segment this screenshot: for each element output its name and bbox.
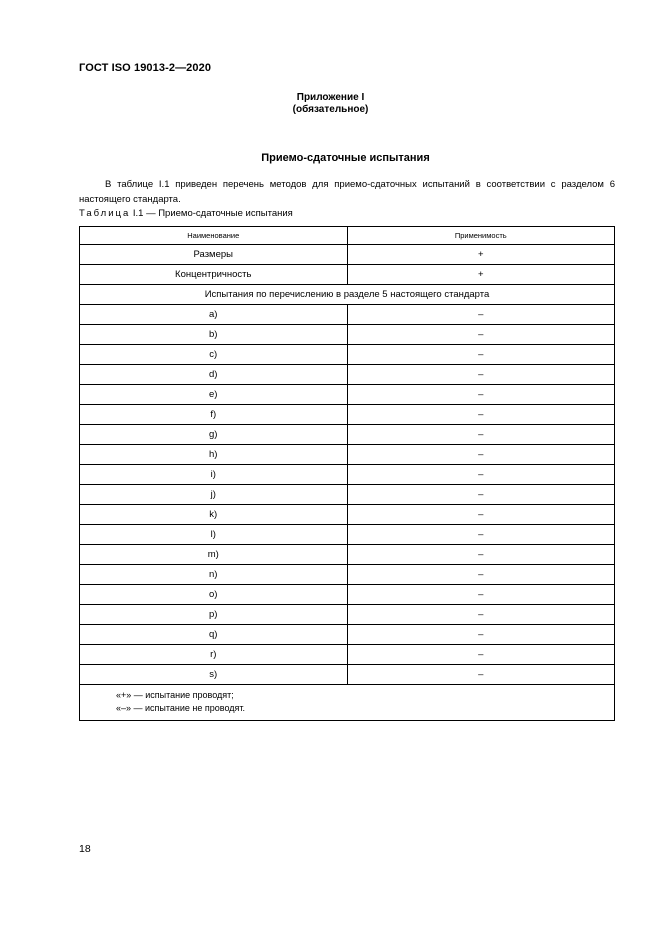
row-value: – [347, 405, 615, 425]
row-value: – [347, 345, 615, 365]
annex-title: Приложение I [296, 92, 365, 103]
row-name: a) [80, 305, 348, 325]
section-title: Приемо-сдаточные испытания [261, 152, 430, 164]
table-row [80, 585, 615, 605]
row-value: + [347, 265, 615, 285]
row-value: – [347, 605, 615, 625]
row-name: q) [80, 625, 348, 645]
row-value: + [347, 245, 615, 265]
row-value: – [347, 305, 615, 325]
row-value: – [347, 585, 615, 605]
row-name: g) [80, 425, 348, 445]
row-name: f) [80, 405, 348, 425]
row-value: – [347, 505, 615, 525]
table-row [80, 345, 615, 365]
row-name: c) [80, 345, 348, 365]
column-header-applicability: Применимость [347, 227, 615, 245]
row-name: j) [80, 485, 348, 505]
row-value: – [347, 465, 615, 485]
table-row [80, 405, 615, 425]
note-plus: «+» — испытание проводят; [116, 690, 234, 700]
annex-heading [0, 92, 661, 116]
table-row [80, 445, 615, 465]
row-value: – [347, 545, 615, 565]
row-name: e) [80, 385, 348, 405]
row-value: – [347, 425, 615, 445]
intro-text: В таблице I.1 приведен перечень методов для приемо-сдаточных испытаний в соответствии с разделом 6 настоящего стандарта. [79, 179, 615, 205]
row-name: Концентричность [80, 265, 348, 285]
row-value: – [347, 565, 615, 585]
table-row [80, 365, 615, 385]
table-row [80, 305, 615, 325]
column-header-name: Наименование [80, 227, 348, 245]
row-name: o) [80, 585, 348, 605]
table-caption-title: I.1 — Приемо-сдаточные испытания [130, 208, 293, 219]
table-row [80, 385, 615, 405]
row-value: – [347, 385, 615, 405]
table-row [80, 425, 615, 445]
intro-paragraph [79, 177, 615, 207]
table-caption [79, 208, 293, 219]
row-value: – [347, 325, 615, 345]
table-row [80, 625, 615, 645]
row-value: – [347, 365, 615, 385]
row-value: – [347, 665, 615, 685]
table-notes [80, 685, 615, 721]
row-name: Размеры [80, 245, 348, 265]
span-row-text: Испытания по перечислению в разделе 5 настоящего стандарта [80, 285, 615, 305]
table-row [80, 505, 615, 525]
row-name: m) [80, 545, 348, 565]
acceptance-tests-table [79, 226, 615, 721]
row-value: – [347, 625, 615, 645]
page-number: 18 [79, 843, 91, 855]
row-name: r) [80, 645, 348, 665]
row-value: – [347, 525, 615, 545]
annex-status: (обязательное) [292, 104, 369, 115]
row-name: i) [80, 465, 348, 485]
table-row [80, 645, 615, 665]
row-name: n) [80, 565, 348, 585]
row-name: l) [80, 525, 348, 545]
table-caption-label: Таблица [79, 208, 131, 219]
table-row [80, 245, 615, 265]
table-row [80, 465, 615, 485]
row-name: h) [80, 445, 348, 465]
row-name: b) [80, 325, 348, 345]
row-name: s) [80, 665, 348, 685]
table-notes-row [80, 685, 615, 721]
standard-header: ГОСТ ISO 19013-2—2020 [79, 62, 212, 74]
table-row [80, 485, 615, 505]
table-row [80, 545, 615, 565]
table-row [80, 605, 615, 625]
table-row [80, 325, 615, 345]
note-minus: «–» — испытание не проводят. [116, 703, 246, 713]
row-value: – [347, 445, 615, 465]
table-row [80, 665, 615, 685]
row-name: p) [80, 605, 348, 625]
row-value: – [347, 485, 615, 505]
table-header-row [80, 227, 615, 245]
row-name: d) [80, 365, 348, 385]
table-row [80, 565, 615, 585]
table-row [80, 525, 615, 545]
table-span-row [80, 285, 615, 305]
row-name: k) [80, 505, 348, 525]
table-row [80, 265, 615, 285]
row-value: – [347, 645, 615, 665]
